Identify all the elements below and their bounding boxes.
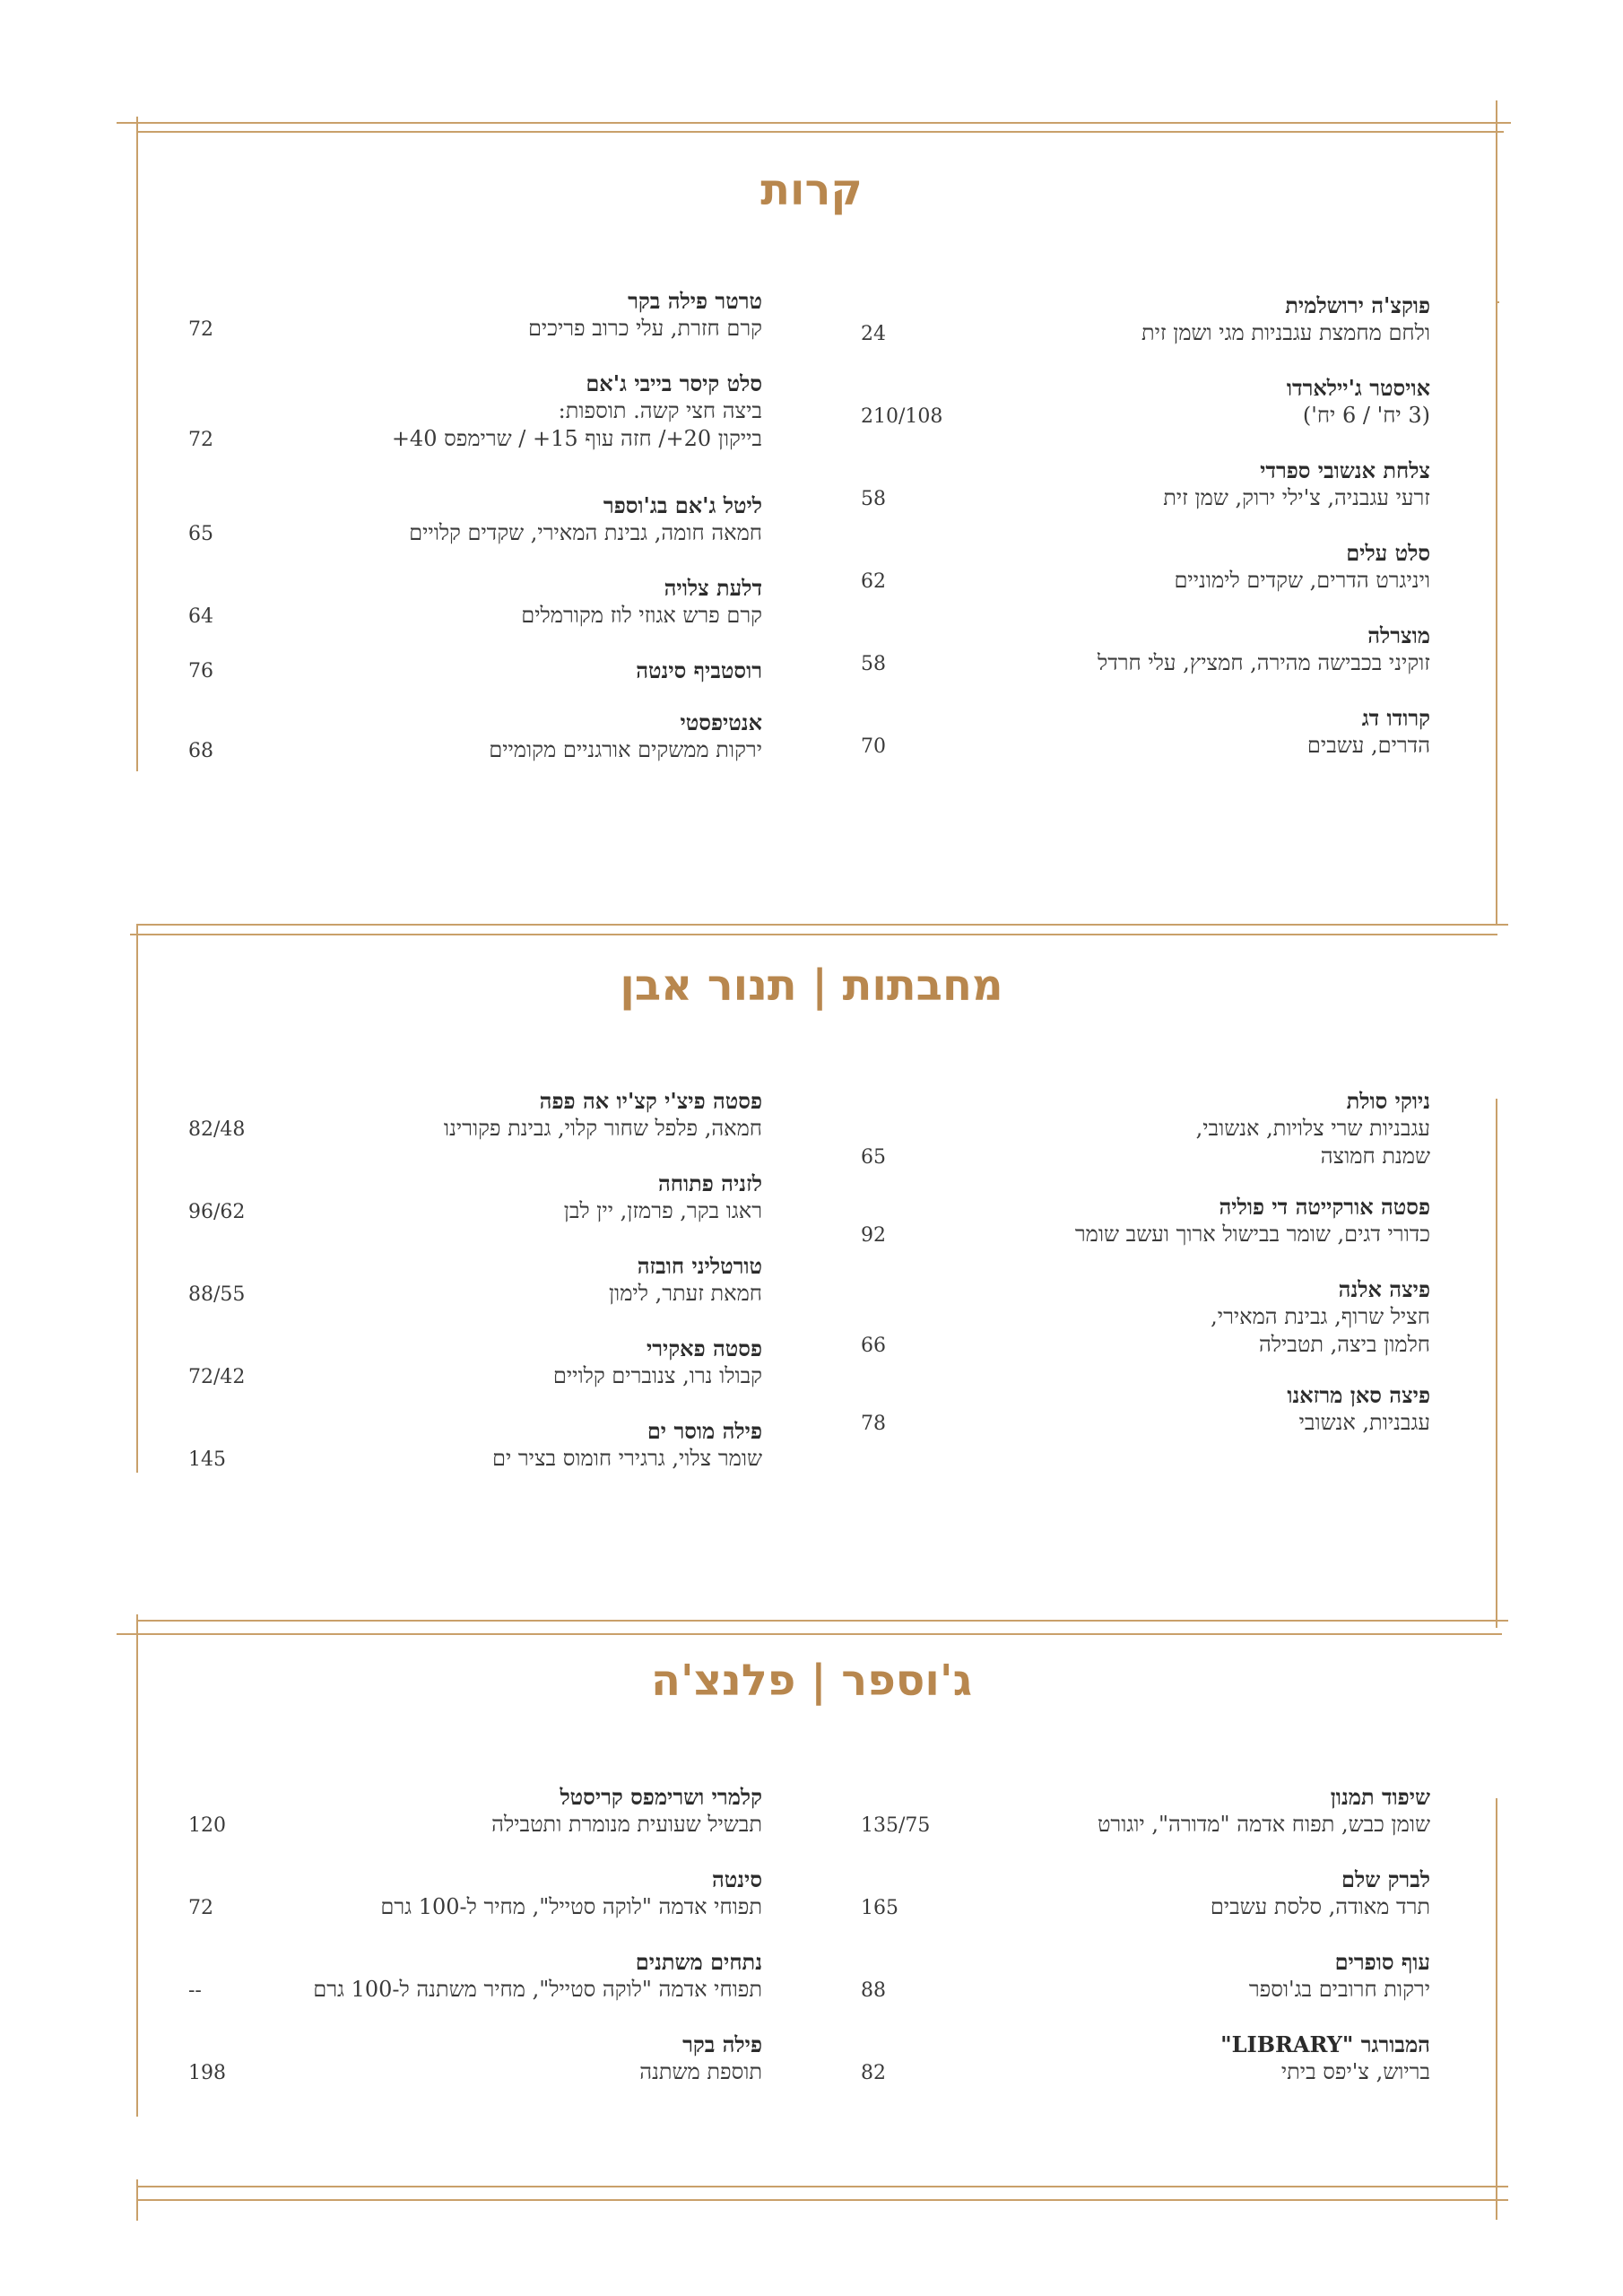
menu-item-description: תבשיל שעועית מנומרת ותטבילה — [491, 1812, 762, 1837]
menu-item — [296, 370, 762, 453]
frame-line-bottom — [136, 2186, 1508, 2187]
menu-item — [296, 1866, 762, 1921]
menu-item-description: עגבניות שרי צלויות, אנשובי, — [1195, 1116, 1430, 1141]
menu-item-price: 66 — [861, 1335, 886, 1357]
menu-item — [874, 1193, 1430, 1248]
menu-item-name: פיצה סאן מרזאנו — [1287, 1382, 1430, 1408]
menu-item-description: ויניגרט הדרים, שקדים לימוניים — [1174, 568, 1430, 593]
frame-line-right-2 — [1496, 1099, 1497, 1628]
menu-item-name: פוקצ'ה ירושלמית — [1285, 292, 1430, 318]
menu-item — [874, 1381, 1430, 1437]
menu-item — [296, 287, 762, 343]
menu-item-price: 96/62 — [188, 1201, 246, 1223]
menu-item-price: 72 — [188, 429, 213, 451]
menu-item-description: כדורי דגים, שומר בבישול ארוך ועשב שומר — [1074, 1222, 1430, 1247]
menu-item-price: 58 — [861, 488, 886, 510]
frame-line-right-3 — [1496, 1798, 1497, 2220]
menu-item — [874, 2031, 1430, 2086]
menu-item — [296, 1417, 762, 1473]
menu-item — [296, 657, 762, 684]
menu-item-description: ירקות ממשקים אורגניים מקומיים — [489, 737, 762, 762]
menu-item-price: 145 — [188, 1448, 226, 1471]
menu-item — [296, 491, 762, 547]
menu-item-description: תפוחי אדמה "לוקה סטייל", מחיר ל-100 גרם — [380, 1894, 762, 1919]
menu-item-description: ולחם מחמצת עגבניות מגי ושמן זית — [1141, 320, 1430, 345]
menu-item-name: פיצה אלנה — [1338, 1276, 1430, 1302]
menu-item-name: פילה מוסר ים — [647, 1418, 762, 1444]
menu-item-description: שומר צלוי, גרגירי חומוס בציר ים — [491, 1446, 762, 1471]
menu-item-description: קרם חזרת, עלי כרוב פריכים — [527, 316, 762, 341]
menu-item-description: קרם פרש אגוזי לוז מקורמלים — [521, 603, 762, 628]
menu-item-description: עגבניות, אנשובי — [1298, 1410, 1430, 1435]
frame-line-mid-2-inner — [117, 1633, 1502, 1635]
menu-item-price: 120 — [188, 1814, 226, 1837]
menu-item-description: חציל שרוף, גבינת המאירי, — [1211, 1304, 1430, 1329]
menu-item-price: 72/42 — [188, 1366, 246, 1388]
menu-item-description: בייקון 20+/ חזה עוף 15+ / שרימפס 40+ — [391, 426, 762, 451]
menu-item-description: ביצה חצי קשה. תוספות: — [558, 398, 762, 423]
menu-item-description: תפוחי אדמה "לוקה סטייל", מחיר משתנה ל-100 גרם — [313, 1977, 762, 2002]
menu-item-price: 198 — [188, 2062, 226, 2084]
menu-item-description: בריוש, צ'יפס ביתי — [1280, 2059, 1430, 2084]
menu-item-description: הדרים, עשבים — [1306, 733, 1430, 758]
menu-item-description: זרעי עגבניה, צ'ילי ירוק, שמן זית — [1163, 485, 1430, 510]
menu-item — [296, 574, 762, 630]
menu-item — [874, 457, 1430, 512]
menu-item-name: נתחים משתנים — [635, 1949, 762, 1975]
menu-item — [874, 374, 1430, 430]
menu-item-price: 24 — [861, 323, 886, 345]
menu-item-description: שומן כבש, תפוח אדמה "מדורה", יוגורט — [1097, 1812, 1430, 1837]
frame-line-left-1 — [136, 117, 138, 771]
menu-item — [874, 1783, 1430, 1839]
menu-item — [296, 1335, 762, 1390]
menu-item-name: שיפוד תמנון — [1330, 1784, 1430, 1810]
menu-item-price: 68 — [188, 740, 213, 762]
frame-line-right-1 — [1496, 100, 1497, 926]
menu-item-price: 165 — [861, 1897, 898, 1919]
menu-item-description: חמאה חומה, גבינת המאירי, שקדים קלויים — [409, 520, 762, 545]
frame-line-mid-2 — [136, 1620, 1508, 1622]
menu-item-name: ניוקי סולת — [1346, 1088, 1430, 1114]
section-title-pans-oven: מחבתות | תנור אבן — [620, 961, 1003, 1011]
menu-item-price: -- — [188, 1979, 202, 2002]
menu-item-description: ראגו בקר, פרמזן, יין לבן — [563, 1198, 762, 1223]
menu-item — [296, 1252, 762, 1308]
menu-item-name: מוצרלה — [1367, 622, 1430, 648]
menu-item-description: שמנת חמוצה — [1320, 1144, 1430, 1169]
menu-item-price: 65 — [188, 523, 213, 545]
menu-item — [296, 2031, 762, 2086]
menu-item-price: 88/55 — [188, 1283, 246, 1306]
menu-item — [874, 1275, 1430, 1359]
menu-item-price: 210/108 — [861, 405, 943, 428]
menu-item-price: 58 — [861, 653, 886, 675]
menu-item-name: פסטה פאקירי — [646, 1335, 762, 1361]
menu-item — [296, 1783, 762, 1839]
menu-item-price: 78 — [861, 1413, 886, 1435]
frame-line-top — [117, 122, 1511, 124]
menu-item-description: זוקיני בכבישה מהירה, חמציץ, עלי חרדל — [1097, 650, 1430, 675]
menu-item — [874, 1087, 1430, 1170]
menu-item-name: טרטר פילה בקר — [628, 288, 762, 314]
menu-item-description: קבולו נרו, צנוברים קלויים — [552, 1363, 762, 1388]
menu-item-name: לזניה פתוחה — [657, 1170, 762, 1196]
frame-line-right-1b — [1497, 301, 1499, 303]
menu-item-name: רוסטביף סינטה — [636, 657, 762, 683]
menu-item-price: 64 — [188, 605, 213, 628]
menu-item-price: 135/75 — [861, 1814, 931, 1837]
menu-item-price: 92 — [861, 1224, 886, 1247]
menu-item-name: קלמרי ושרימפס קריסטל — [560, 1784, 762, 1810]
menu-item — [296, 1170, 762, 1225]
menu-item-price: 70 — [861, 735, 886, 758]
menu-item — [874, 1866, 1430, 1921]
menu-item-name: פסטה אורקייטה די פוליה — [1219, 1194, 1430, 1220]
menu-item-name: סלט קיסר בייבי ג'אם — [586, 370, 762, 396]
menu-item-description: חלמון ביצה, תטבילה — [1258, 1332, 1430, 1357]
menu-item-price: 72 — [188, 318, 213, 341]
frame-line-top-inner — [136, 131, 1504, 133]
frame-line-mid-1-inner — [130, 934, 1497, 935]
frame-line-mid-1 — [136, 924, 1508, 926]
section-title-josper-plancha: ג'וספר | פלנצ'ה — [650, 1656, 973, 1706]
menu-item — [874, 622, 1430, 677]
menu-item — [296, 1087, 762, 1143]
frame-line-bottom-inner — [136, 2199, 1508, 2201]
menu-item-name: המבורגר "LIBRARY" — [1220, 2031, 1430, 2057]
menu-item-name: סלט עלים — [1346, 540, 1430, 566]
menu-item-name: פילה בקר — [682, 2031, 762, 2057]
menu-item-name: ליטל ג'אם בג'וספר — [603, 492, 762, 518]
frame-line-left-4 — [136, 2179, 138, 2221]
menu-item-description: תרד מאודה, סלסת עשבים — [1210, 1894, 1430, 1919]
menu-item-name: דלעת צלויה — [664, 575, 762, 601]
menu-item — [296, 1948, 762, 2004]
menu-item-description: ירקות חרובים בג'וספר — [1248, 1977, 1430, 2002]
menu-item — [874, 539, 1430, 595]
menu-item-name: פסטה פיצ'י קצ'יו אה פפה — [539, 1088, 762, 1114]
menu-item-price: 82/48 — [188, 1118, 246, 1141]
menu-item-name: סינטה — [711, 1866, 762, 1892]
menu-item — [874, 704, 1430, 760]
menu-item — [874, 291, 1430, 347]
menu-item-name: צלחת אנשובי ספרדי — [1260, 457, 1430, 483]
menu-item-name: אנטיפסטי — [680, 709, 762, 735]
menu-item-name: טורטליני חובזה — [637, 1253, 762, 1279]
menu-item-description: חמאת זעתר, לימון — [608, 1281, 762, 1306]
menu-item-description: חמאה, פלפל שחור קלוי, גבינת פקורינו — [443, 1116, 762, 1141]
section-title-cold: קרות — [760, 165, 863, 215]
menu-item-name: עוף סופרים — [1334, 1949, 1430, 1975]
menu-item-name: לברק שלם — [1341, 1866, 1430, 1892]
menu-item-price: 65 — [861, 1146, 886, 1169]
menu-item-price: 88 — [861, 1979, 886, 2002]
menu-item-name: אויסטר ג'יילארדו — [1286, 375, 1430, 401]
menu-item-price: 72 — [188, 1897, 213, 1919]
menu-item-description: (3 יח' / 6 יח') — [1302, 403, 1430, 428]
menu-item-name: קרודו דג — [1361, 705, 1430, 731]
menu-item-price: 76 — [188, 660, 213, 683]
menu-item-price: 62 — [861, 570, 886, 593]
menu-item-description: תוספת משתנה — [639, 2059, 762, 2084]
menu-item — [874, 1948, 1430, 2004]
menu-item — [296, 709, 762, 764]
menu-item-price: 82 — [861, 2062, 886, 2084]
